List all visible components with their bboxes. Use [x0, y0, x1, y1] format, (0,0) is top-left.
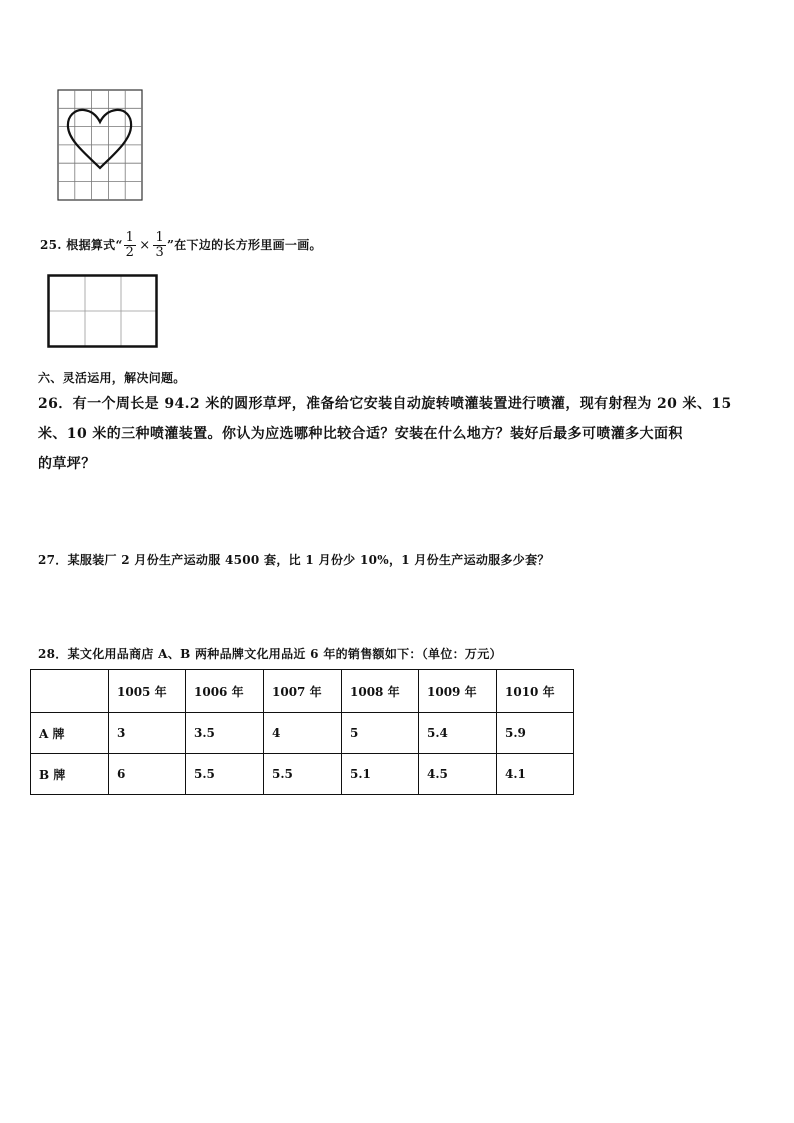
question-26-line-1: 26．有一个周长是 94.2 米的圆形草坪，准备给它安装自动旋转喷灌装置进行喷灌，现有射程为 20 米、15 — [38, 396, 732, 412]
table-cell: 5.4 — [419, 713, 497, 754]
table-header-cell: 1006 年 — [186, 670, 264, 713]
table-cell: 5.5 — [186, 754, 264, 795]
heart-shape — [68, 110, 131, 168]
table-cell: 5 — [342, 713, 419, 754]
table-cell: 6 — [109, 754, 186, 795]
question-text-before: 根据算式“ — [66, 238, 123, 252]
table-header-cell: 1005 年 — [109, 670, 186, 713]
section-title: 六、灵活运用，解决问题。 — [38, 371, 186, 385]
table-cell: 4.1 — [497, 754, 574, 795]
table-header-cell — [31, 670, 109, 713]
table-row — [31, 713, 574, 754]
question-27: 27．某服装厂 2 月份生产运动服 4500 套，比 1 月份少 10%，1 月份生产运动服多少套？ — [38, 553, 550, 567]
question-26 — [38, 389, 768, 479]
table-cell: 4.5 — [419, 754, 497, 795]
table-row-label: A 牌 — [31, 713, 109, 754]
drawing-rectangle — [47, 274, 158, 348]
table-header-cell: 1010 年 — [497, 670, 574, 713]
fraction-one-third: $\frac{1}{3}$ — [155, 230, 165, 260]
question-number: 25. — [40, 238, 62, 252]
question-26-line-2: 米、10 米的三种喷灌装置。你认为应选哪种比较合适？安装在什么地方？装好后最多可喷灌多大面积 — [38, 426, 683, 442]
sales-table — [30, 669, 574, 795]
table-cell: 3.5 — [186, 713, 264, 754]
table-row-label: B 牌 — [31, 754, 109, 795]
table-cell: 5.1 — [342, 754, 419, 795]
heart-grid-figure — [57, 89, 143, 201]
table-header-cell: 1008 年 — [342, 670, 419, 713]
question-28: 28．某文化用品商店 A、B 两种品牌文化用品近 6 年的销售额如下：（单位：万元） — [38, 647, 502, 661]
table-header-cell: 1007 年 — [264, 670, 342, 713]
question-25 — [40, 231, 322, 260]
question-text-after: ”在下边的长方形里画一画。 — [167, 238, 322, 252]
table-cell: 3 — [109, 713, 186, 754]
table-row — [31, 754, 574, 795]
table-cell: 5.9 — [497, 713, 574, 754]
table-header-cell: 1009 年 — [419, 670, 497, 713]
question-26-line-3: 的草坪？ — [38, 456, 96, 472]
times-sign: × — [139, 238, 151, 253]
table-cell: 4 — [264, 713, 342, 754]
table-cell: 5.5 — [264, 754, 342, 795]
fraction-one-half: $\frac{1}{2}$ — [125, 230, 135, 260]
table-header-row — [31, 670, 574, 713]
